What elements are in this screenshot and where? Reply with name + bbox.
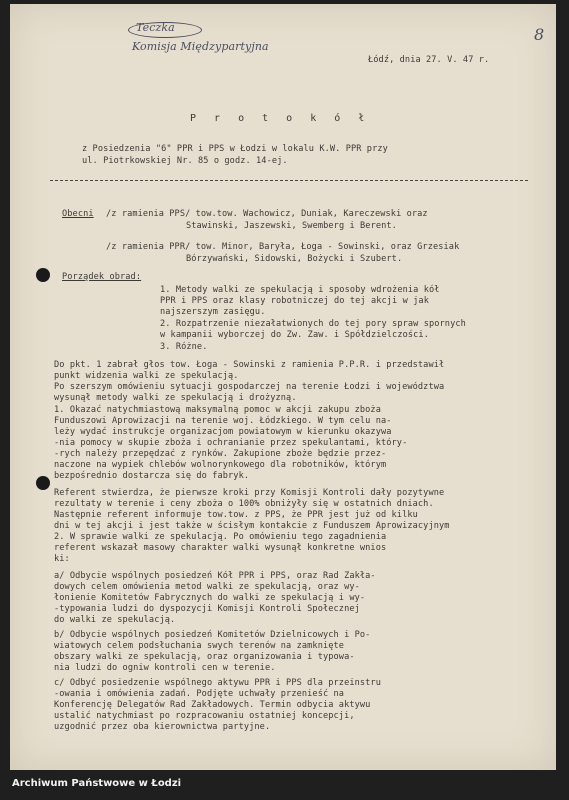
present-label: Obecni <box>62 209 94 219</box>
body-line: dowych celem omówienia metod walki ze spekulacją, oraz wy- <box>54 582 360 592</box>
agenda-line: 3. Różne. <box>160 342 208 352</box>
body-line: 1. Okazać natychmiastową maksymalną pomoc w akcji zakupu zboża <box>54 405 381 415</box>
subtitle-line-1: z Posiedzenia "6" PPR i PPS w Łodzi w lokalu K.W. PPR przy <box>82 144 388 154</box>
agenda-line: najszerszym zasięgu. <box>160 307 266 317</box>
punch-hole-bottom <box>36 476 50 490</box>
separator-line <box>50 180 528 181</box>
agenda-line: w kampanii wyborczej do Zw. Zaw. i Spółdzielczości. <box>160 330 429 340</box>
present-pps-line-1: /z ramienia PPS/ tow.tow. Wachowicz, Duniak, Kareczewski oraz <box>106 209 428 219</box>
present-ppr-line-2: Bórzywański, Sidowski, Bożycki i Szubert. <box>186 254 403 264</box>
body-line: -owania i omówienia zadań. Podjęte uchwały przenieść na <box>54 689 345 699</box>
punch-hole-top <box>36 268 50 282</box>
archive-label: Archiwum Państwowe w Łodzi <box>12 778 182 789</box>
body-line: -typowania ludzi do dyspozycji Komisji Kontroli Społecznej <box>54 604 360 614</box>
body-line: Następnie referent informuje tow.tow. z PPS, że PPR jest już od kilku <box>54 510 418 520</box>
agenda-label: Porządek obrad: <box>62 272 142 282</box>
agenda-line: PPR i PPS oraz klasy robotniczej do tej akcji w jak <box>160 296 429 306</box>
present-pps-line-2: Stawinski, Jaszewski, Swemberg i Berent. <box>186 221 397 231</box>
body-line: b/ Odbycie wspólnych posiedzeń Komitetów Dzielnicowych i Po- <box>54 630 371 640</box>
body-line: c/ Odbyć posiedzenie wspólnego aktywu PPR i PPS dla przeinstru <box>54 678 381 688</box>
document-page <box>10 4 556 770</box>
handwritten-note-commission: Komisja Międzypartyjna <box>132 40 269 53</box>
body-line: -nia pomocy w skupie zboża i ochranianie przez spekulantami, który- <box>54 438 408 448</box>
body-line: Referent stwierdza, że pierwsze kroki przy Komisji Kontroli dały pozytywne <box>54 488 445 498</box>
body-line: bezpośrednio dostarcza się do fabryk. <box>54 471 250 481</box>
agenda-line: 2. Rozpatrzenie niezałatwionych do tej pory spraw spornych <box>160 319 466 329</box>
page-number: 8 <box>534 25 545 44</box>
body-line: Konferencję Delegatów Rad Zakładowych. Termin odbycia aktywu <box>54 700 371 710</box>
body-line: referent wskazał masowy charakter walki wysunął konkretne wnios <box>54 543 387 553</box>
body-line: leży wydać instrukcje organizacjom powiatowym w kierunku okazywa <box>54 427 392 437</box>
body-line: obszary walki ze spekulacją, oraz organizowania i typowa- <box>54 652 355 662</box>
body-line: dni w tej akcji i jest także w ścisłym kontakcie z Funduszem Aprowizacyjnym <box>54 521 450 531</box>
archive-footer-bar <box>0 770 569 800</box>
body-line: nia ludzi do ogniw kontroli cen w terenie. <box>54 663 276 673</box>
body-line: rezultaty w terenie i ceny zboża o 100% obniżyły się w ostatnich dniach. <box>54 499 434 509</box>
body-line: Do pkt. 1 zabrał głos tow. Łoga - Sowinski z ramienia P.P.R. i przedstawił <box>54 360 445 370</box>
body-line: wiatowych celem podsłuchania swych terenów na zamknięte <box>54 641 345 651</box>
body-line: Funduszowi Aprowizacji na terenie woj. Łódzkiego. W tym celu na- <box>54 416 392 426</box>
present-ppr-line-1: /z ramienia PPR/ tow. Minor, Baryła, Łoga - Sowinski, oraz Grzesiak <box>106 242 460 252</box>
agenda-line: 1. Metody walki ze spekulacją i sposoby wdrożenia kół <box>160 285 440 295</box>
body-line: -rych należy przepędzać z rynków. Zakupione zboże będzie przez- <box>54 449 387 459</box>
body-line: uzgodnić przez oba kierownictwa partyjne. <box>54 722 271 732</box>
body-line: wysunął metody walki ze spekulacją i drożyzną. <box>54 393 297 403</box>
body-line: łonienie Komitetów Fabrycznych do walki ze spekulacją i wy- <box>54 593 366 603</box>
document-title: P r o t o k ó ł <box>190 113 371 124</box>
subtitle-line-2: ul. Piotrkowskiej Nr. 85 o godz. 14-ej. <box>82 156 288 166</box>
place-date: Łódź, dnia 27. V. 47 r. <box>368 55 490 65</box>
body-line: ustalić natychmiast po rozpracowaniu ostatniej koncepcji, <box>54 711 355 721</box>
body-line: naczone na wypiek chlebów wolnorynkowego dla robotników, którym <box>54 460 387 470</box>
body-line: 2. W sprawie walki ze spekulacją. Po omówieniu tego zagadnienia <box>54 532 387 542</box>
body-line: a/ Odbycie wspólnych posiedzeń Kół PPR i PPS, oraz Rad Zakła- <box>54 571 376 581</box>
body-line: punkt widzenia walki ze spekulacją. <box>54 371 239 381</box>
body-line: Po szerszym omówieniu sytuacji gospodarczej na terenie Łodzi i województwa <box>54 382 445 392</box>
body-line: do walki ze spekulacją. <box>54 615 176 625</box>
handwritten-note-teczka: Teczka <box>136 21 175 34</box>
body-line: ki: <box>54 554 70 564</box>
